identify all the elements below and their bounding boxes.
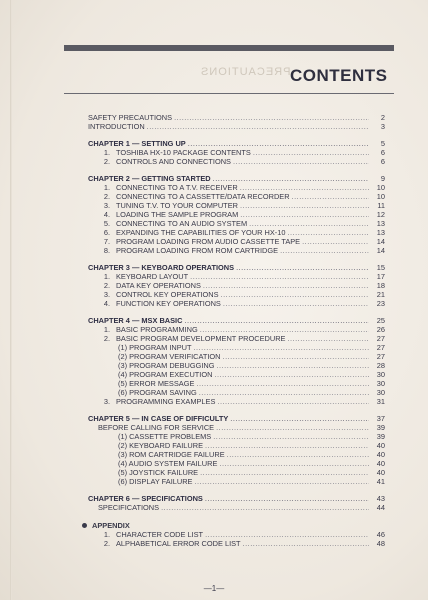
toc-subentry — [88, 343, 385, 352]
entry-title: KEYBOARD LAYOUT — [116, 272, 189, 281]
entry-page: 14 — [376, 237, 385, 246]
dot-leader — [230, 414, 369, 423]
entry-title: PROGRAMMING EXAMPLES — [116, 397, 216, 406]
section-gap — [88, 166, 385, 174]
entry-title: PROGRAM LOADING FROM AUDIO CASSETTE TAPE — [116, 237, 301, 246]
entry-title: CHAPTER 6 — SPECIFICATIONS — [88, 494, 203, 503]
entry-number: 3. — [103, 290, 110, 299]
page-number: —1— — [203, 584, 225, 593]
entry-page: 3 — [380, 122, 385, 131]
toc-entry — [88, 113, 385, 122]
dot-leader — [249, 219, 369, 228]
entry-number: 2. — [103, 539, 110, 548]
dot-leader — [221, 290, 369, 299]
chapter-heading — [88, 263, 385, 272]
entry-title: (3) ROM CARTRIDGE FAILURE — [118, 450, 225, 459]
section-gap — [88, 512, 385, 520]
dot-leader — [217, 397, 369, 406]
dot-leader — [205, 494, 369, 503]
entry-title: (5) ERROR MESSAGE — [118, 379, 195, 388]
dot-leader — [205, 530, 369, 539]
dot-leader — [233, 157, 369, 166]
toc-entry — [88, 122, 385, 131]
toc-subentry — [88, 450, 385, 459]
entry-page: 40 — [376, 450, 385, 459]
entry-title: CONNECTING TO A CASSETTE/DATA RECORDER — [116, 192, 290, 201]
entry-title: (1) PROGRAM INPUT — [118, 343, 192, 352]
appendix-heading — [82, 520, 385, 530]
entry-number: 3. — [103, 397, 110, 406]
title-rule — [64, 93, 394, 94]
toc-subentry — [88, 468, 385, 477]
entry-title: (2) PROGRAM VERIFICATION — [118, 352, 221, 361]
toc-entry — [88, 210, 385, 219]
toc-subentry — [88, 441, 385, 450]
section-gap — [88, 406, 385, 414]
toc-entry — [88, 290, 385, 299]
section-gap — [88, 255, 385, 263]
entry-title: (6) DISPLAY FAILURE — [118, 477, 193, 486]
entry-page: 21 — [376, 290, 385, 299]
toc-entry — [88, 201, 385, 210]
toc-subentry — [88, 477, 385, 486]
toc-entry — [88, 219, 385, 228]
toc-entry — [88, 272, 385, 281]
entry-title: CONNECTING TO A T.V. RECEIVER — [116, 183, 238, 192]
entry-title: CHAPTER 1 — SETTING UP — [88, 139, 186, 148]
entry-title: (1) CASSETTE PROBLEMS — [118, 432, 212, 441]
entry-page: 14 — [376, 246, 385, 255]
entry-title: CONTROL KEY OPERATIONS — [116, 290, 219, 299]
toc-subentry — [88, 352, 385, 361]
dot-leader — [236, 263, 369, 272]
entry-page: 10 — [376, 183, 385, 192]
entry-title: CHAPTER 2 — GETTING STARTED — [88, 174, 211, 183]
entry-page: 39 — [376, 423, 385, 432]
entry-title: CONNECTING TO AN AUDIO SYSTEM — [116, 219, 248, 228]
table-of-contents — [88, 113, 385, 548]
dot-leader — [214, 370, 369, 379]
entry-page: 43 — [376, 494, 385, 503]
entry-page: 27 — [376, 352, 385, 361]
entry-title: LOADING THE SAMPLE PROGRAM — [116, 210, 239, 219]
chapter-heading — [88, 316, 385, 325]
entry-page: 25 — [376, 316, 385, 325]
entry-page: 26 — [376, 325, 385, 334]
section-gap — [88, 308, 385, 316]
toc-entry — [88, 246, 385, 255]
chapter-heading — [88, 494, 385, 503]
chapter-heading — [88, 174, 385, 183]
toc-entry — [88, 237, 385, 246]
entry-page: 27 — [376, 334, 385, 343]
entry-page: 30 — [376, 388, 385, 397]
dot-leader — [227, 450, 369, 459]
entry-title: BASIC PROGRAMMING — [116, 325, 198, 334]
entry-number: 2. — [103, 157, 110, 166]
entry-number: 3. — [103, 201, 110, 210]
entry-page: 6 — [380, 148, 385, 157]
entry-title: CHAPTER 4 — MSX BASIC — [88, 316, 183, 325]
entry-page: 28 — [376, 361, 385, 370]
dot-leader — [302, 237, 369, 246]
entry-page: 12 — [376, 210, 385, 219]
entry-page: 11 — [377, 201, 385, 210]
toc-subentry — [88, 370, 385, 379]
entry-title: BASIC PROGRAM DEVELOPMENT PROCEDURE — [116, 334, 286, 343]
dot-leader — [280, 246, 369, 255]
toc-entry — [88, 325, 385, 334]
entry-title: (3) PROGRAM DEBUGGING — [118, 361, 215, 370]
toc-entry — [88, 281, 385, 290]
header-bar — [64, 45, 394, 51]
entry-number: 1. — [103, 148, 110, 157]
entry-page: 40 — [376, 468, 385, 477]
entry-page: 48 — [376, 539, 385, 548]
toc-entry — [88, 397, 385, 406]
entry-number: 4. — [103, 210, 110, 219]
dot-leader — [223, 352, 369, 361]
dot-leader — [184, 316, 369, 325]
toc-entry — [88, 334, 385, 343]
entry-title: ALPHABETICAL ERROR CODE LIST — [116, 539, 241, 548]
entry-title: CONTROLS AND CONNECTIONS — [116, 157, 231, 166]
dot-leader — [203, 281, 369, 290]
entry-number: 2. — [103, 281, 110, 290]
entry-title: INTRODUCTION — [88, 122, 145, 131]
page-fold — [10, 0, 12, 600]
dot-leader — [243, 539, 369, 548]
toc-entry — [88, 503, 385, 512]
entry-number: 8. — [103, 246, 110, 255]
page-title: CONTENTS — [290, 66, 388, 85]
dot-leader — [240, 201, 369, 210]
toc-entry — [88, 148, 385, 157]
dot-leader — [205, 441, 369, 450]
entry-page: 37 — [376, 414, 385, 423]
dot-leader — [196, 379, 369, 388]
dot-leader — [200, 325, 369, 334]
chapter-heading — [88, 139, 385, 148]
appendix-title: APPENDIX — [92, 520, 130, 530]
toc-entry — [88, 530, 385, 539]
entry-title: (4) AUDIO SYSTEM FAILURE — [118, 459, 218, 468]
entry-title: SPECIFICATIONS — [98, 503, 160, 512]
entry-page: 18 — [376, 281, 385, 290]
dot-leader — [213, 432, 369, 441]
entry-title: BEFORE CALLING FOR SERVICE — [98, 423, 215, 432]
dot-leader — [219, 459, 369, 468]
entry-page: 31 — [376, 397, 385, 406]
entry-number: 1. — [103, 272, 110, 281]
dot-leader — [200, 468, 369, 477]
dot-leader — [174, 113, 369, 122]
entry-page: 40 — [376, 441, 385, 450]
entry-title: (2) KEYBOARD FAILURE — [118, 441, 204, 450]
entry-page: 41 — [376, 477, 385, 486]
toc-entry — [88, 228, 385, 237]
entry-title: (5) JOYSTICK FAILURE — [118, 468, 199, 477]
entry-page: 39 — [376, 432, 385, 441]
dot-leader — [194, 477, 369, 486]
dot-leader — [213, 174, 369, 183]
dot-leader — [194, 343, 370, 352]
entry-title: CHARACTER CODE LIST — [116, 530, 204, 539]
entry-page: 46 — [376, 530, 385, 539]
chapter-heading — [88, 414, 385, 423]
toc-entry — [88, 157, 385, 166]
entry-number: 1. — [103, 183, 110, 192]
entry-title: SAFETY PRECAUTIONS — [88, 113, 173, 122]
entry-page: 6 — [380, 157, 385, 166]
toc-subentry — [88, 432, 385, 441]
entry-title: EXPANDING THE CAPABILITIES OF YOUR HX-10 — [116, 228, 286, 237]
entry-title: CHAPTER 3 — KEYBOARD OPERATIONS — [88, 263, 235, 272]
entry-number: 1. — [103, 530, 110, 539]
entry-page: 5 — [380, 139, 385, 148]
dot-leader — [147, 122, 369, 131]
toc-entry — [88, 539, 385, 548]
dot-leader — [253, 148, 369, 157]
bullet-icon — [82, 523, 87, 528]
entry-page: 27 — [376, 343, 385, 352]
section-gap — [88, 131, 385, 139]
show-through-text: PRECAUTIONS — [200, 66, 291, 78]
entry-page: 13 — [376, 228, 385, 237]
toc-entry — [88, 423, 385, 432]
dot-leader — [240, 183, 369, 192]
entry-page: 23 — [376, 299, 385, 308]
entry-page: 13 — [376, 219, 385, 228]
entry-number: 6. — [103, 228, 110, 237]
entry-title: PROGRAM LOADING FROM ROM CARTRIDGE — [116, 246, 279, 255]
entry-page: 30 — [376, 370, 385, 379]
dot-leader — [287, 228, 369, 237]
toc-subentry — [88, 459, 385, 468]
entry-page: 40 — [376, 459, 385, 468]
dot-leader — [287, 334, 369, 343]
dot-leader — [240, 210, 369, 219]
dot-leader — [190, 272, 369, 281]
entry-title: TUNING T.V. TO YOUR COMPUTER — [116, 201, 238, 210]
entry-number: 5. — [103, 219, 110, 228]
entry-title: FUNCTION KEY OPERATIONS — [116, 299, 221, 308]
toc-entry — [88, 192, 385, 201]
entry-page: 10 — [376, 192, 385, 201]
dot-leader — [188, 139, 369, 148]
entry-page: 15 — [376, 263, 385, 272]
dot-leader — [161, 503, 369, 512]
entry-page: 2 — [380, 113, 385, 122]
dot-leader — [199, 388, 369, 397]
section-gap — [88, 486, 385, 494]
entry-page: 44 — [376, 503, 385, 512]
entry-page: 30 — [376, 379, 385, 388]
entry-title: TOSHIBA HX-10 PACKAGE CONTENTS — [116, 148, 251, 157]
entry-number: 2. — [103, 192, 110, 201]
entry-title: (4) PROGRAM EXECUTION — [118, 370, 213, 379]
entry-page: 9 — [380, 174, 385, 183]
entry-number: 4. — [103, 299, 110, 308]
toc-subentry — [88, 361, 385, 370]
toc-subentry — [88, 379, 385, 388]
entry-number: 7. — [103, 237, 110, 246]
toc-entry — [88, 183, 385, 192]
dot-leader — [216, 423, 369, 432]
entry-number: 1. — [103, 325, 110, 334]
toc-entry — [88, 299, 385, 308]
dot-leader — [223, 299, 369, 308]
entry-number: 2. — [103, 334, 110, 343]
entry-title: CHAPTER 5 — IN CASE OF DIFFICULTY — [88, 414, 229, 423]
dot-leader — [217, 361, 370, 370]
entry-title: DATA KEY OPERATIONS — [116, 281, 201, 290]
entry-title: (6) PROGRAM SAVING — [118, 388, 197, 397]
dot-leader — [292, 192, 369, 201]
entry-page: 17 — [376, 272, 385, 281]
toc-subentry — [88, 388, 385, 397]
